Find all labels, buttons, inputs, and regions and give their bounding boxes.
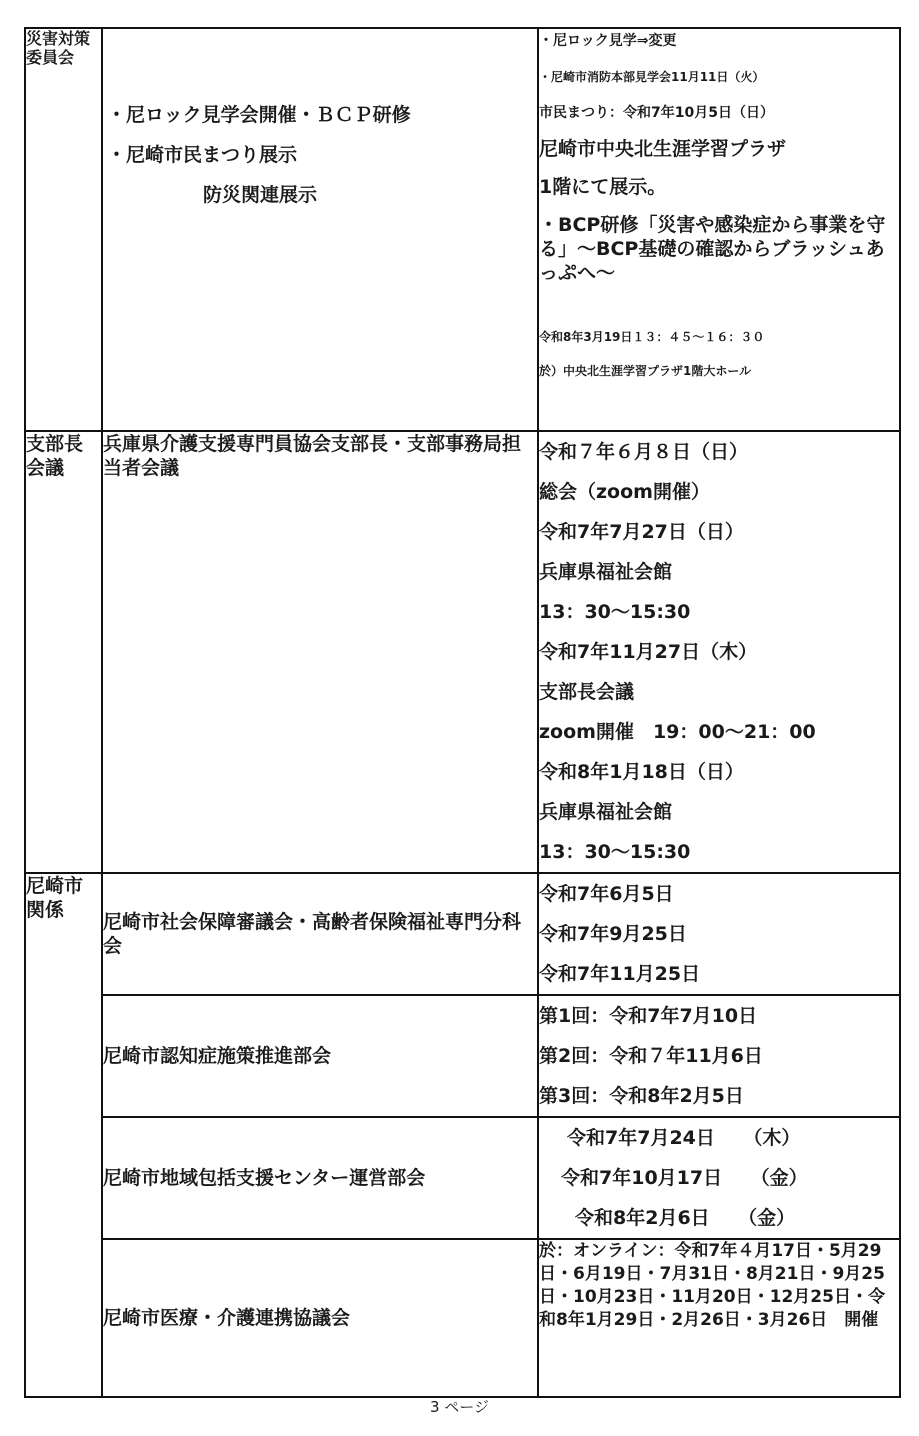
table-row-city-3 — [25, 1117, 900, 1239]
detail-city-3 — [538, 1117, 900, 1239]
detail-line: 支部長会議 — [539, 681, 635, 703]
detail-line: 総会（zoom開催） — [539, 481, 710, 503]
item-line: 防災関連展示 — [203, 183, 318, 206]
detail-line: 尼崎市中央北生涯学習プラザ — [539, 138, 787, 160]
detail-line: 於）中央北生涯学習プラザ1階大ホール — [539, 364, 752, 378]
detail-line: 第2回：令和７年11月6日 — [539, 1045, 763, 1067]
detail-city-1 — [538, 873, 900, 995]
detail-line: 兵庫県福祉会館 — [539, 561, 673, 583]
page-number: 3 ページ — [429, 1398, 489, 1416]
detail-line: 13：30～15:30 — [539, 841, 691, 863]
item-disaster — [102, 28, 538, 431]
detail-line: 令和7年10月17日 （金） — [561, 1167, 808, 1189]
detail-line: 13：30～15:30 — [539, 601, 691, 623]
detail-line: ・尼崎市消防本部見学会11月11日（火） — [539, 70, 765, 84]
detail-line: ・BCP研修「災害や感染症から事業を守る」～BCP基礎の確認からブラッシュあっぷへ～ — [539, 214, 886, 284]
item-city-4: 尼崎市医療・介護連携協議会 — [102, 1239, 538, 1397]
table-row-branch — [25, 431, 900, 873]
detail-branch — [538, 431, 900, 873]
detail-city-2 — [538, 995, 900, 1117]
item-branch: 兵庫県介護支援専門員協会支部長・支部事務局担当者会議 — [102, 431, 538, 873]
detail-line: 令和７年６月８日（日） — [539, 441, 749, 463]
detail-disaster — [538, 28, 900, 431]
detail-line: 令和7年11月25日 — [539, 963, 701, 985]
detail-line: 令和7年7月24日 （木） — [567, 1127, 801, 1149]
table-row-city-4 — [25, 1239, 900, 1397]
table-row-city-1 — [25, 873, 900, 995]
item-city-2: 尼崎市認知症施策推進部会 — [102, 995, 538, 1117]
detail-line: 令和7年7月27日（日） — [539, 521, 744, 543]
table-row-city-2 — [25, 995, 900, 1117]
category-branch: 支部長会議 — [25, 431, 102, 873]
category-disaster: 災害対策委員会 — [25, 28, 102, 431]
detail-line: 令和7年6月5日 — [539, 883, 674, 905]
category-city: 尼崎市関係 — [25, 873, 102, 1397]
detail-city-4: 於：オンライン：令和7年４月17日・5月29日・6月19日・7月31日・8月21日・9月25日・10月23日・11月20日・12月25日・令和8年1月29日・2月26日・3月26日 開催 — [538, 1239, 900, 1397]
table-row-disaster — [25, 28, 900, 431]
detail-line: 1階にて展示。 — [539, 176, 667, 198]
detail-line: 第1回：令和7年7月10日 — [539, 1005, 758, 1027]
item-line: ・尼ロック見学会開催・ＢＣＰ研修 — [107, 103, 411, 126]
detail-line: 令和7年9月25日 — [539, 923, 687, 945]
item-line: ・尼崎市民まつり展示 — [107, 143, 298, 166]
schedule-table — [24, 27, 901, 1398]
detail-line: 令和8年3月19日１３：４５～１６：３０ — [539, 330, 765, 344]
detail-line: 第3回：令和8年2月5日 — [539, 1085, 744, 1107]
item-city-3: 尼崎市地域包括支援センター運営部会 — [102, 1117, 538, 1239]
detail-line: 令和7年11月27日（木） — [539, 641, 758, 663]
detail-line: 令和8年1月18日（日） — [539, 761, 744, 783]
detail-line: 兵庫県福祉会館 — [539, 801, 673, 823]
detail-line: ・尼ロック見学⇒変更 — [539, 33, 677, 49]
detail-line: 市民まつり：令和7年10月5日（日） — [539, 105, 774, 121]
detail-line: zoom開催 19：00～21：00 — [539, 721, 816, 743]
item-city-1: 尼崎市社会保障審議会・高齢者保険福祉専門分科会 — [102, 873, 538, 995]
detail-line: 令和8年2月6日 （金） — [575, 1207, 796, 1229]
